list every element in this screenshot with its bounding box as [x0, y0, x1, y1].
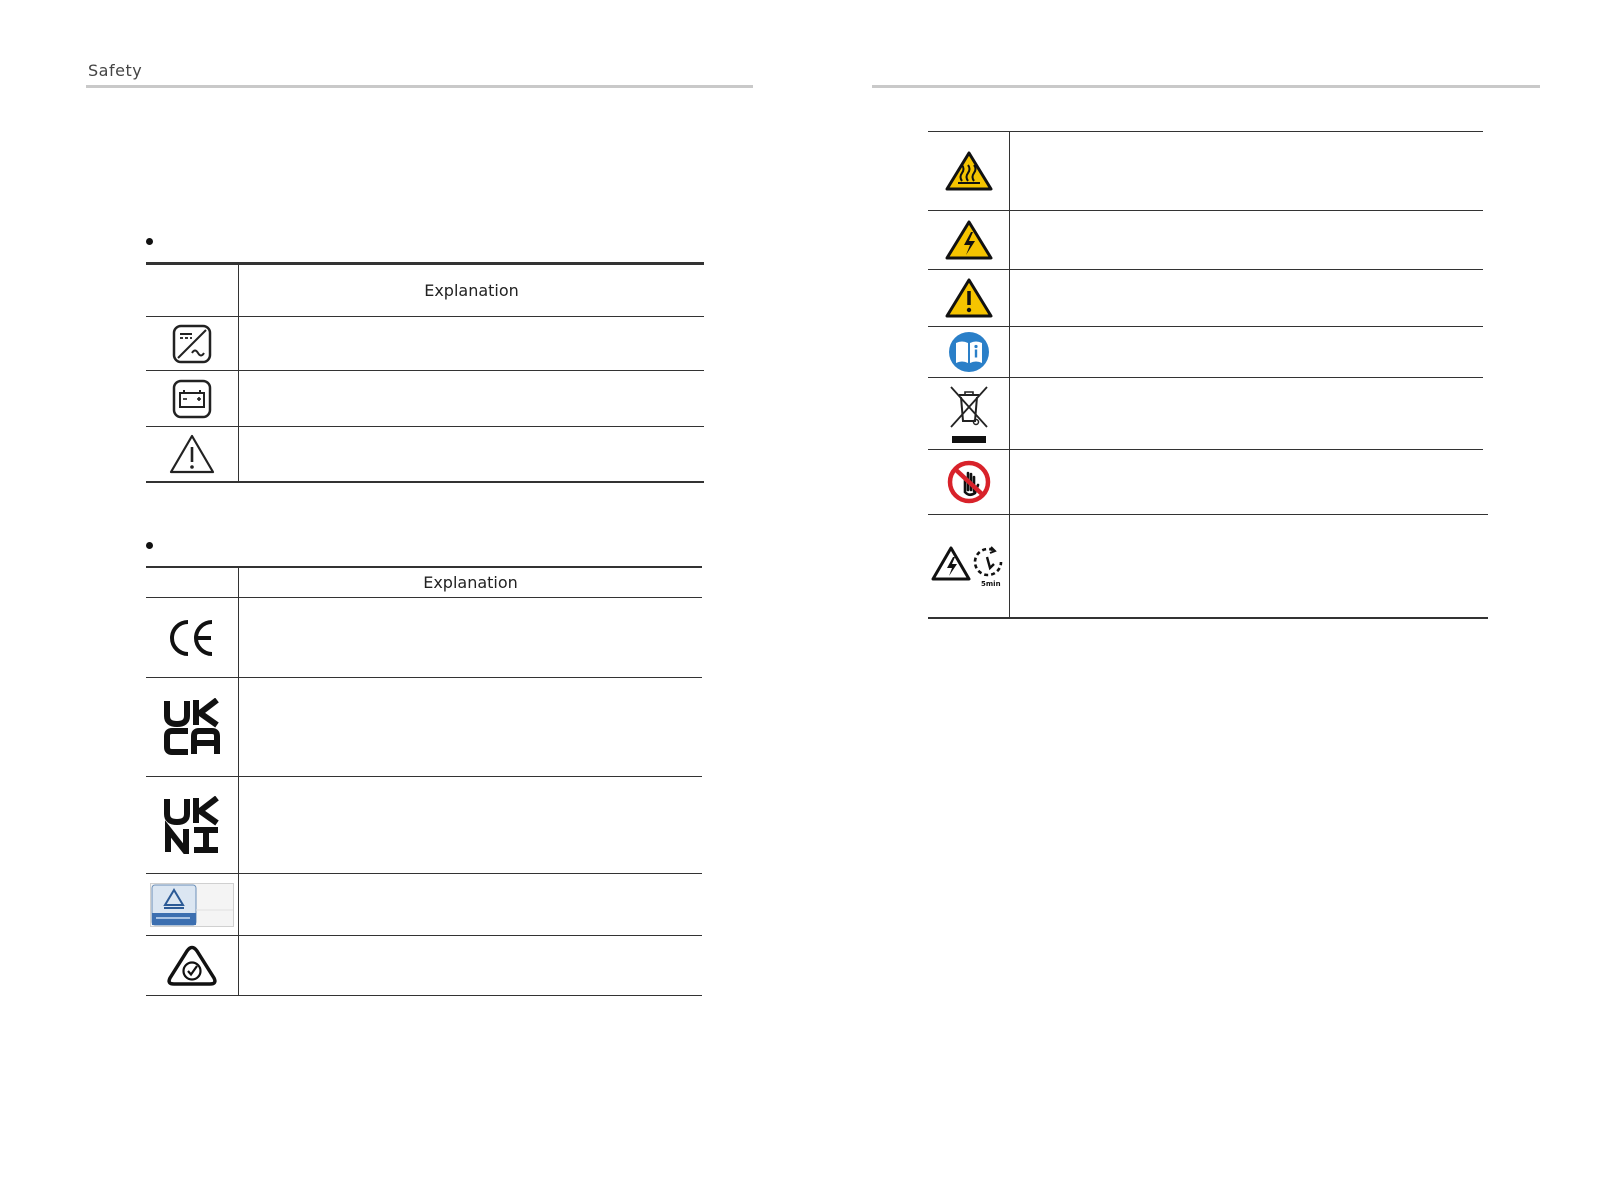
high-voltage-warning-icon — [944, 219, 994, 261]
bullet-1 — [146, 238, 153, 245]
symbol-table-1 — [146, 262, 704, 484]
table-row — [146, 874, 702, 935]
general-warning-icon — [944, 277, 994, 319]
table2-explanation-header: Explanation — [423, 573, 518, 592]
page-header-section: Safety — [88, 61, 143, 80]
table-row — [146, 427, 704, 481]
table-row — [146, 678, 702, 776]
table-row — [928, 327, 1488, 377]
table-row — [928, 270, 1488, 326]
table1-explanation-header: Explanation — [424, 281, 519, 300]
discharge-time-warning-icon — [931, 544, 1007, 588]
table-row — [146, 936, 702, 995]
hot-surface-warning-icon — [944, 150, 994, 192]
dc-ac-inverter-icon — [172, 324, 212, 364]
tuv-certification-icon — [150, 883, 234, 927]
table-row — [146, 317, 704, 370]
table-row — [928, 515, 1488, 617]
table-row — [928, 132, 1488, 210]
battery-icon — [172, 379, 212, 419]
weee-disposal-icon — [947, 383, 991, 445]
ukca-mark-icon — [164, 698, 220, 756]
bullet-2 — [146, 542, 153, 549]
read-manual-icon — [948, 331, 990, 373]
table-row — [146, 371, 704, 426]
rcm-mark-icon — [166, 945, 218, 987]
discharge-time-label: 5min — [980, 580, 1001, 588]
ce-mark-icon — [167, 618, 217, 658]
ukni-mark-icon — [164, 796, 220, 854]
header-rule-right — [872, 85, 1540, 88]
table2-header-row — [146, 568, 702, 597]
warning-outline-icon — [168, 433, 216, 475]
table-row — [928, 211, 1488, 269]
symbol-table-3 — [928, 131, 1488, 621]
header-rule-left — [86, 85, 753, 88]
table1-header-row — [146, 265, 704, 316]
table-row — [146, 777, 702, 873]
table-row — [928, 450, 1488, 514]
table-row — [928, 378, 1488, 449]
table-row — [146, 598, 702, 677]
do-not-touch-icon — [947, 460, 991, 504]
symbol-table-2 — [146, 566, 702, 1000]
